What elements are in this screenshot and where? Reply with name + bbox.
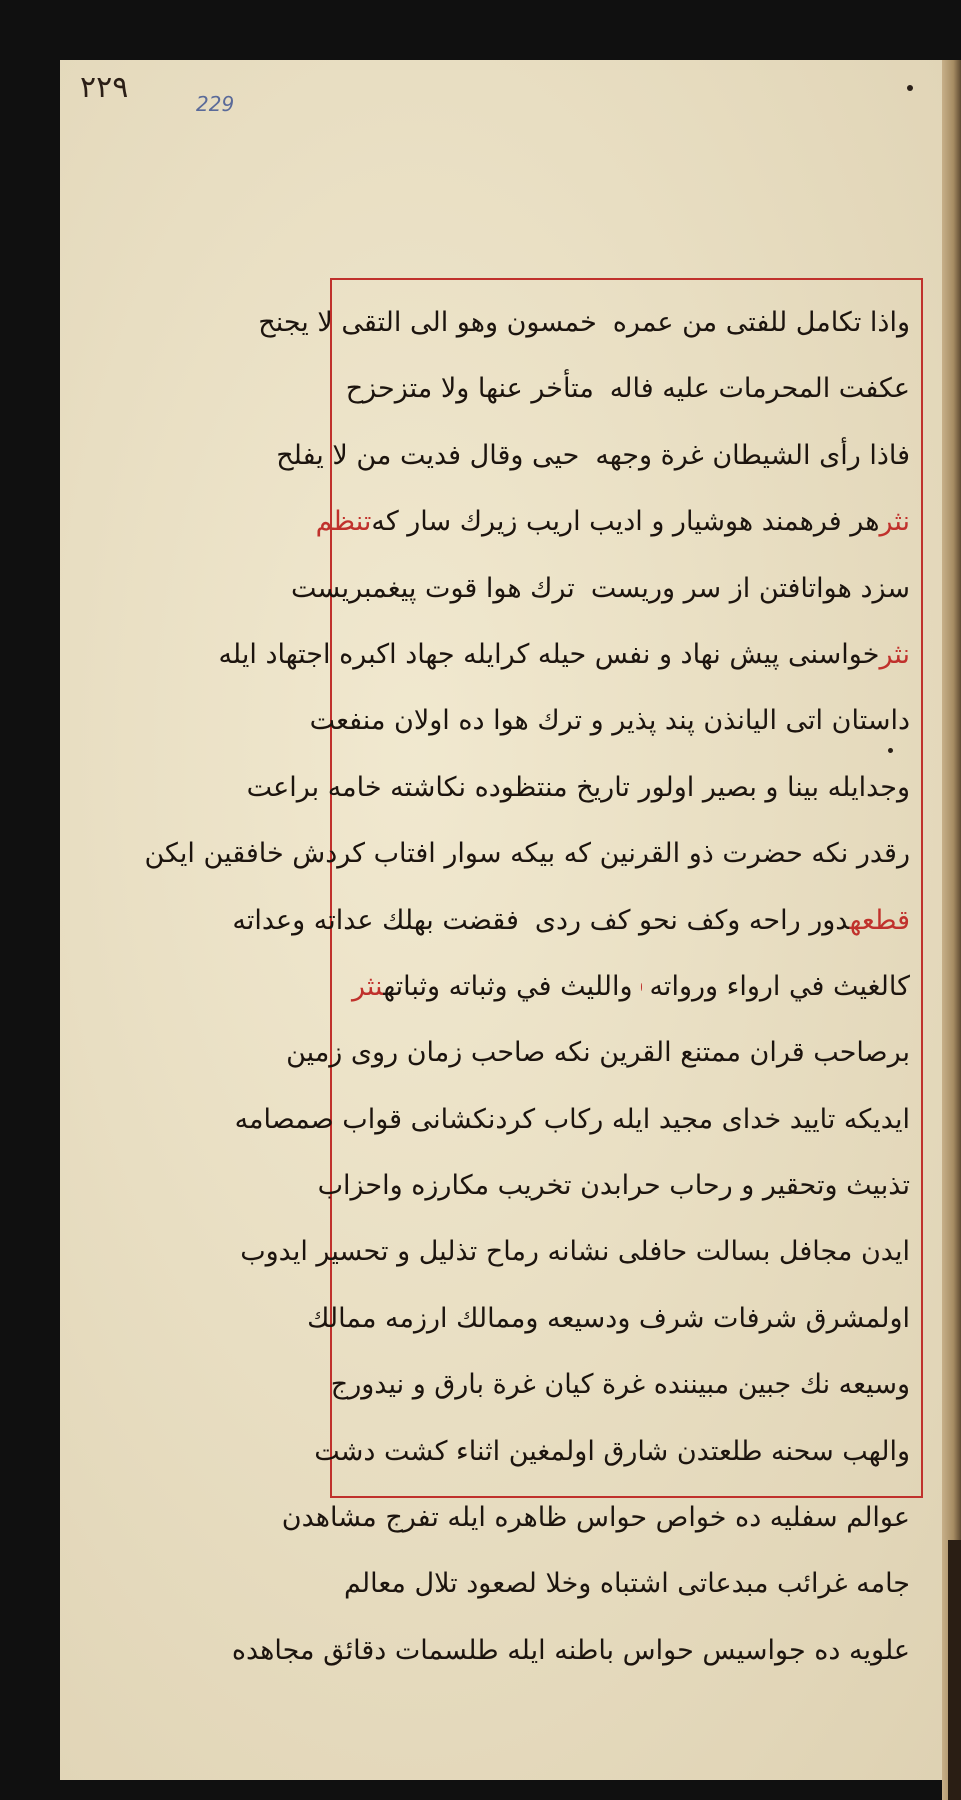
rubric-heading: نثر — [352, 970, 384, 1002]
ink-speck — [907, 85, 913, 91]
hemistich-left — [352, 954, 633, 1020]
hemistich-text: عكفت المحرمات عليه فاله — [609, 373, 910, 405]
hemistich-text: كالغيث في ارواء ورواته — [649, 970, 910, 1002]
text-line — [345, 356, 910, 422]
prose-text: وجدايله بينا و بصير اولور تاريخ منتظوده نكاشته خامه براعت — [246, 771, 910, 803]
hemistich-text: والليث في وثباته وثباته — [383, 970, 633, 1002]
prose-text: برصاحب قران ممتنع القرين نكه صاحب زمان روى زمين — [286, 1037, 910, 1069]
text-line — [240, 1219, 910, 1285]
prose-text: هر فرهمند هوشيار و اديب اريب زيرك سار كه — [371, 506, 880, 538]
text-line — [314, 1419, 910, 1485]
text-line — [281, 1485, 910, 1551]
text-line — [309, 688, 910, 754]
hemistich-text: فاذا رأى الشيطان غرة وجهه — [595, 439, 910, 471]
hemistich-right — [613, 290, 910, 356]
hemistich-text: خمسون وهو الى التقى لا يجنح — [258, 307, 597, 338]
hemistich-text: واذا تكامل للفتى من عمره — [612, 307, 910, 338]
prose-text: رقدر نكه حضرت ذو القرنين كه بيكه سوار افتاب كردش خافقين ايكن — [144, 838, 910, 870]
rubric-dot — [641, 983, 642, 991]
adjacent-page-edge — [942, 60, 961, 1800]
prose-text: وسيعه نك جبين مبيننده غرة كيان غرة بارق و نيدورج — [330, 1369, 910, 1401]
binding-shadow — [948, 1540, 961, 1800]
text-line — [343, 1551, 910, 1617]
text-line — [307, 1286, 910, 1352]
hemistich-left — [258, 290, 597, 356]
prose-text: عوالم سفليه ده خواص حواس ظاهره ايله تفرج مشاهدن — [281, 1502, 910, 1534]
hemistich-right — [595, 423, 910, 489]
text-line — [352, 954, 910, 1020]
prose-text: ايديكه تاييد خداى مجيد ايله ركاب كردنكشانى قواب صمصامه — [234, 1103, 910, 1135]
text-block — [144, 290, 910, 1666]
prose-text: خواسنى پيش نهاد و نفس حيله كرايله جهاد اكبره اجتهاد ايله — [218, 638, 880, 670]
text-line — [290, 556, 910, 622]
prose-text: والهب سحنه طلعتدن شارق اولمغين اثناء كشت دشت — [314, 1435, 910, 1467]
hemistich-text: متأخر عنها ولا متزحزح — [345, 373, 594, 405]
hemistich-left — [291, 556, 575, 622]
text-line — [276, 423, 910, 489]
hemistich-left — [232, 888, 518, 954]
prose-text: اولمشرق شرفات شرف ودسيعه وممالك ارزمه ممالك — [307, 1302, 910, 1334]
text-line — [286, 1020, 910, 1086]
rubric-heading: نثر — [879, 506, 910, 538]
ink-speck — [888, 748, 893, 753]
prose-text: علويه ده جواسيس حواس باطنه ايله طلسمات دقائق مجاهده — [231, 1634, 910, 1666]
text-line — [234, 1087, 910, 1153]
prose-text: داستان اتى اليانذن پند پذير و ترك هوا ده اولان منفعت — [309, 705, 910, 737]
rubric-heading: نثر — [879, 638, 910, 670]
prose-text: ايدن مجافل بسالت حافلى نشانه رماح تذليل و تحسير ايدوب — [240, 1236, 910, 1268]
text-line — [231, 1618, 910, 1684]
text-line — [258, 290, 910, 356]
hemistich-right — [610, 356, 910, 422]
prose-text: تذبيث وتحقير و رحاب حرابدن تخريب مكارزه واحزاب — [317, 1170, 910, 1202]
hemistich-right — [535, 888, 910, 954]
folio-number-pencil: 229 — [196, 92, 235, 116]
text-line — [218, 622, 910, 688]
text-line — [317, 1153, 910, 1219]
rubric-heading: تنظم — [315, 506, 372, 538]
text-line — [144, 821, 910, 887]
text-line — [246, 755, 910, 821]
hemistich-left — [346, 356, 594, 422]
hemistich-left — [276, 423, 579, 489]
hemistich-text: فقضت بهلك عداته وعداته — [232, 904, 519, 936]
hemistich-text: دور راحه وكف نحو كف ردى — [534, 904, 850, 936]
text-line — [232, 888, 910, 954]
text-line — [315, 489, 910, 555]
hemistich-right — [649, 954, 910, 1020]
text-line — [330, 1352, 910, 1418]
rubric-heading: قطعه — [849, 904, 910, 936]
hemistich-text: ترك هوا قوت پيغمبريست — [290, 572, 575, 604]
folio-number-ink: ٢٢٩ — [80, 70, 129, 105]
hemistich-text: حيى وقال فديت من لا يفلح — [276, 439, 580, 471]
hemistich-text: سزد هواتافتن از سر وريست — [590, 572, 910, 604]
prose-text: جامه غرائب مبدعاتى اشتباه وخلا لصعود تلال معالم — [343, 1568, 910, 1600]
hemistich-right — [591, 556, 910, 622]
